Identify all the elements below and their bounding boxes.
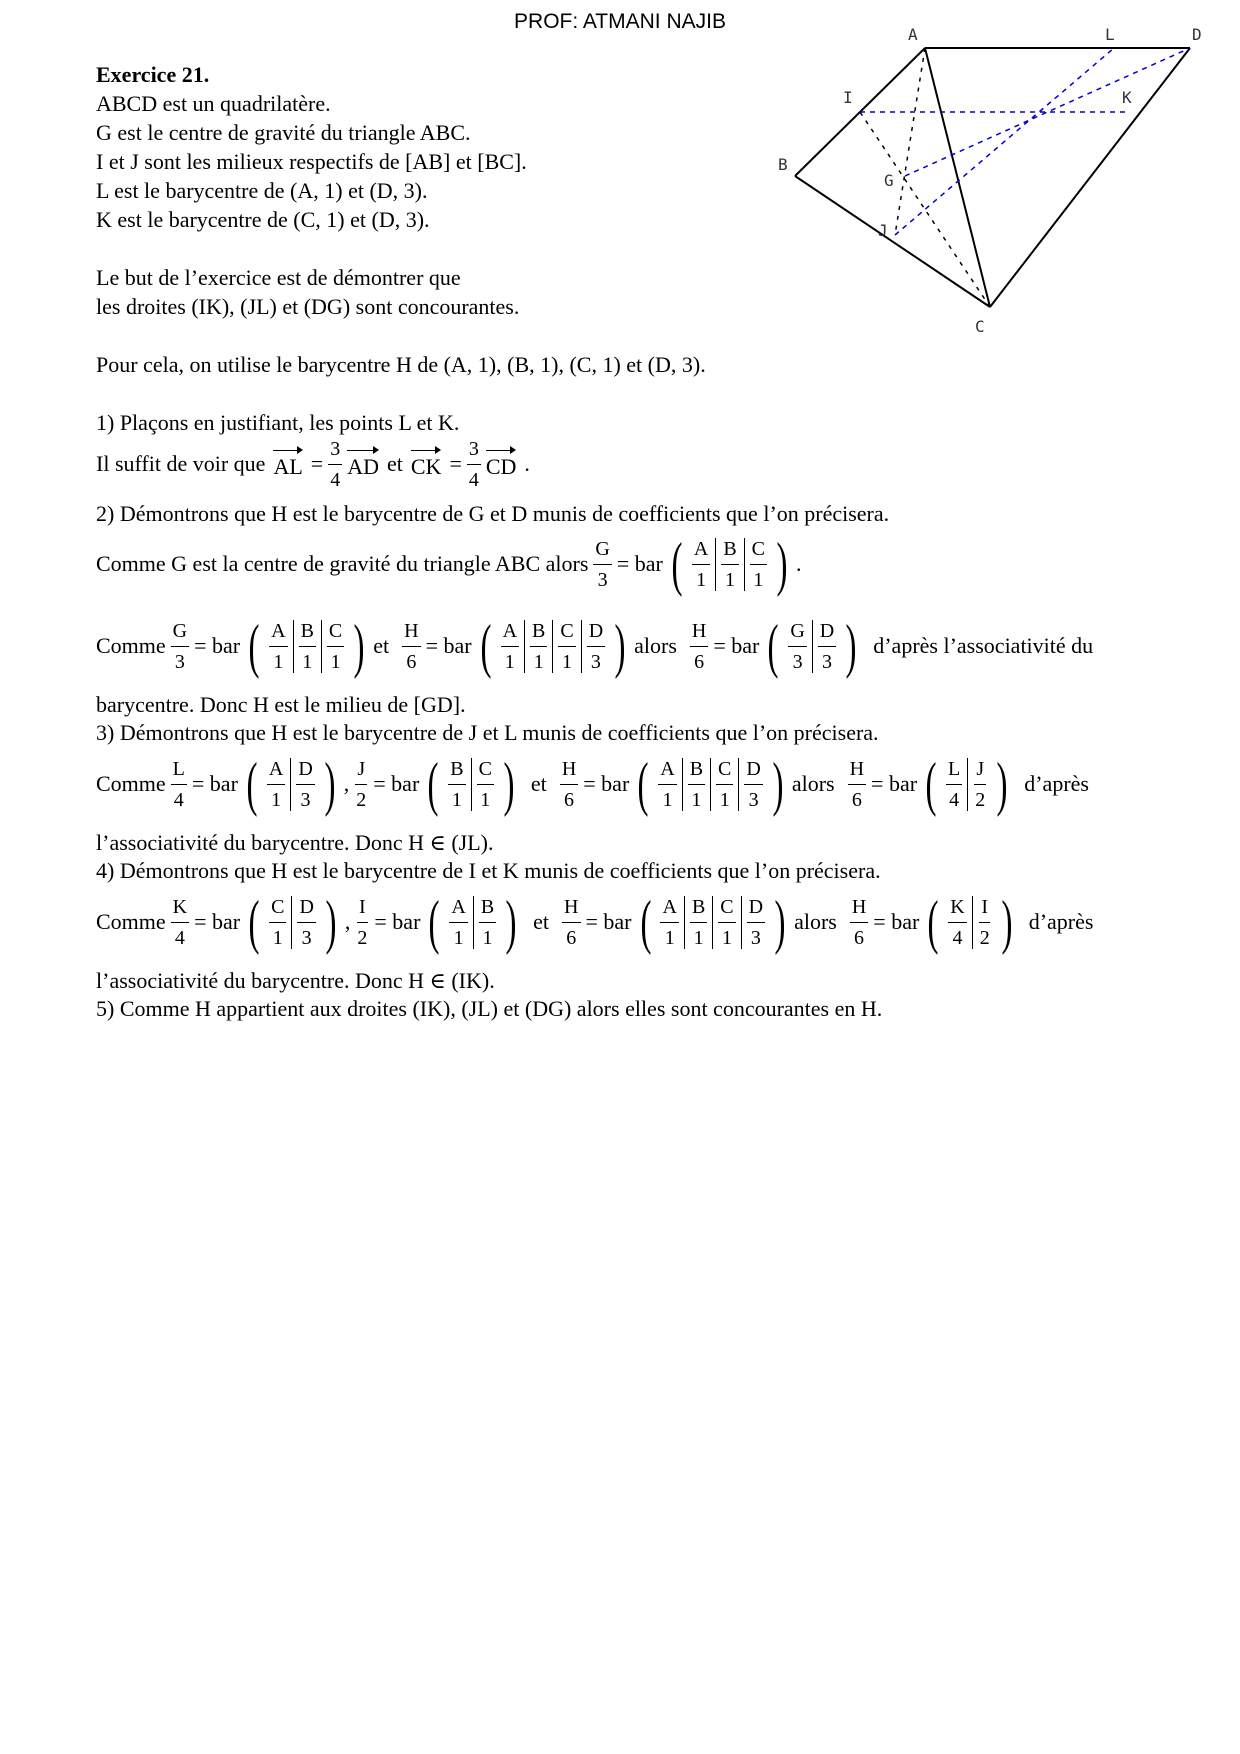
q1-eq-1: = bbox=[310, 451, 324, 476]
intro-line-4: L est le barycentre de (A, 1) et (D, 3). bbox=[96, 178, 428, 203]
median-cg bbox=[860, 112, 990, 307]
label-d: D bbox=[1192, 25, 1202, 44]
bary-matrix-abcd: ( A 1 B 1 C 1 D 3 ) bbox=[639, 889, 786, 955]
q1-et: et bbox=[386, 451, 403, 476]
bary-matrix-abcd: ( A 1 B 1 C 1 D 3 ) bbox=[480, 613, 626, 679]
segment-bc bbox=[795, 176, 990, 307]
segment-ac bbox=[925, 48, 990, 307]
vector-ad: AD bbox=[347, 448, 379, 480]
frac-g-3: $\frac{G}{3}$ bbox=[595, 537, 610, 591]
bary-matrix-ki: ( K 4 I 2 ) bbox=[927, 889, 1013, 955]
q3-line: Comme $\frac{L}{4}$ = bar ( A 1 D 3 ) , $\frac{J}{2}$ = bar ( B 1 C 1 ) et $\frac{H}{6}$ = bar ( A 1 B 1 C 1 D 3 ) alors $\frac{H}{6}$ = bar ( L 4 J 2 ) d’après bbox=[96, 751, 1089, 817]
label-a: A bbox=[908, 25, 918, 44]
q4-title: 4) Démontrons que H est le barycentre de I et K munis de coefficients que l’on précisera. bbox=[96, 858, 881, 883]
q3-conclusion: l’associativité du barycentre. Donc H ∈ (JL). bbox=[96, 830, 494, 855]
line-jl bbox=[895, 48, 1114, 235]
vector-ck: CK bbox=[411, 448, 442, 480]
comme: Comme bbox=[96, 633, 166, 658]
q5-line: 5) Comme H appartient aux droites (IK), (JL) et (DG) alors elles sont concourantes en H. bbox=[96, 996, 883, 1021]
bary-matrix-lj: ( L 4 J 2 ) bbox=[925, 751, 1008, 817]
label-g: G bbox=[884, 171, 894, 190]
figure-blue-dashed bbox=[860, 48, 1190, 235]
bary-matrix-abc: ( A 1 B 1 C 1 ) bbox=[248, 613, 365, 679]
q4-line: Comme $\frac{K}{4}$ = bar ( C 1 D 3 ) , $\frac{I}{2}$ = bar ( A 1 B 1 ) et $\frac{H}{6}$ = bar ( A 1 B 1 C 1 D 3 ) alors $\frac{H}{6}$ = bar ( K 4 I 2 ) d’après bbox=[96, 889, 1094, 955]
label-c: C bbox=[975, 317, 985, 336]
bary-matrix-gd: ( G 3 D 3 ) bbox=[767, 613, 857, 679]
figure-black-dashed bbox=[860, 48, 990, 307]
median-ag bbox=[895, 48, 925, 235]
label-k: K bbox=[1122, 88, 1132, 107]
q2-line-2: Comme $\frac{G}{3}$ = bar ( A 1 B 1 C 1 ) et $\frac{H}{6}$ = bar ( A 1 B 1 C 1 D 3 ) alors $\frac{H}{6}$ = bar ( G 3 D 3 ) d’après l’associativité du bbox=[96, 613, 1094, 679]
q2-title: 2) Démontrons que H est le barycentre de G et D munis de coefficients que l’on précisera. bbox=[96, 501, 890, 526]
intro-line-5: K est le barycentre de (C, 1) et (D, 3). bbox=[96, 207, 430, 232]
frac-j-2: $\frac{J}{2}$ bbox=[356, 757, 367, 811]
frac-i-2: $\frac{I}{2}$ bbox=[357, 895, 368, 949]
q3-title: 3) Démontrons que H est le barycentre de J et L munis de coefficients que l’on précisera. bbox=[96, 720, 879, 745]
q1-equation-line bbox=[96, 432, 530, 496]
q4-conclusion: l’associativité du barycentre. Donc H ∈ (IK). bbox=[96, 968, 495, 993]
intro-line-3: I et J sont les milieux respectifs de [AB] et [BC]. bbox=[96, 149, 527, 174]
intro-line-1: ABCD est un quadrilatère. bbox=[96, 91, 331, 116]
method-line: Pour cela, on utilise le barycentre H de (A, 1), (B, 1), (C, 1) et (D, 3). bbox=[96, 352, 706, 377]
q1-prefix: Il suffit de voir que bbox=[96, 451, 266, 476]
label-i: I bbox=[843, 88, 853, 107]
q2-line-1: Comme G est la centre de gravité du triangle ABC alors $\frac{G}{3}$ = bar ( A 1 B 1 C 1 ) . bbox=[96, 531, 802, 597]
quadrilateral-figure bbox=[760, 20, 1220, 340]
fraction-3-4-b: $\frac{3}{4}$ bbox=[468, 437, 479, 491]
frac-h-6: $\frac{H}{6}$ bbox=[849, 757, 865, 811]
bary-matrix-ab: ( A 1 B 1 ) bbox=[428, 889, 517, 955]
q1-eq-2: = bbox=[449, 451, 462, 476]
frac-h-6: $\frac{H}{6}$ bbox=[404, 619, 419, 673]
segment-cd bbox=[990, 48, 1190, 307]
bary-matrix-bc: ( B 1 C 1 ) bbox=[427, 751, 515, 817]
label-l: L bbox=[1105, 25, 1115, 44]
line-dg bbox=[905, 48, 1190, 176]
q2-conclusion: barycentre. Donc H est le milieu de [GD]. bbox=[96, 692, 466, 717]
bary-matrix-abc: ( A 1 B 1 C 1 ) bbox=[671, 531, 788, 597]
bary-matrix-abcd: ( A 1 B 1 C 1 D 3 ) bbox=[637, 751, 784, 817]
fraction-3-4: $\frac{3}{4}$ bbox=[330, 437, 341, 491]
intro-line-2: G est le centre de gravité du triangle ABC. bbox=[96, 120, 471, 145]
vector-cd: CD bbox=[486, 448, 517, 480]
vector-al: AL bbox=[273, 448, 302, 480]
label-b: B bbox=[778, 155, 788, 174]
frac-k-4: $\frac{K}{4}$ bbox=[172, 895, 188, 949]
frac-h-6: $\frac{H}{6}$ bbox=[851, 895, 867, 949]
q2-l1-prefix: Comme G est la centre de gravité du triangle ABC alors bbox=[96, 551, 589, 576]
bary-matrix-cd: ( C 1 D 3 ) bbox=[248, 889, 337, 955]
exercise-title: Exercice 21. bbox=[96, 62, 210, 87]
q2-suffix: d’après l’associativité du bbox=[873, 633, 1094, 658]
goal-line-1: Le but de l’exercice est de démontrer que bbox=[96, 265, 461, 290]
frac-g-3: $\frac{G}{3}$ bbox=[172, 619, 188, 673]
bary-matrix-ad: ( A 1 D 3 ) bbox=[246, 751, 336, 817]
bar-label: = bar bbox=[616, 551, 663, 576]
figure-solid-lines bbox=[795, 48, 1190, 307]
goal-line-2: les droites (IK), (JL) et (DG) sont concourantes. bbox=[96, 294, 520, 319]
frac-l-4: $\frac{L}{4}$ bbox=[172, 757, 185, 811]
label-j: J bbox=[878, 221, 888, 240]
frac-h-6: $\frac{H}{6}$ bbox=[561, 757, 577, 811]
q1-title: 1) Plaçons en justifiant, les points L et K. bbox=[96, 410, 460, 435]
q1-end: . bbox=[524, 451, 530, 476]
frac-h-6: $\frac{H}{6}$ bbox=[691, 619, 707, 673]
frac-h-6: $\frac{H}{6}$ bbox=[564, 895, 579, 949]
page-header: PROF: ATMANI NAJIB bbox=[514, 10, 726, 33]
